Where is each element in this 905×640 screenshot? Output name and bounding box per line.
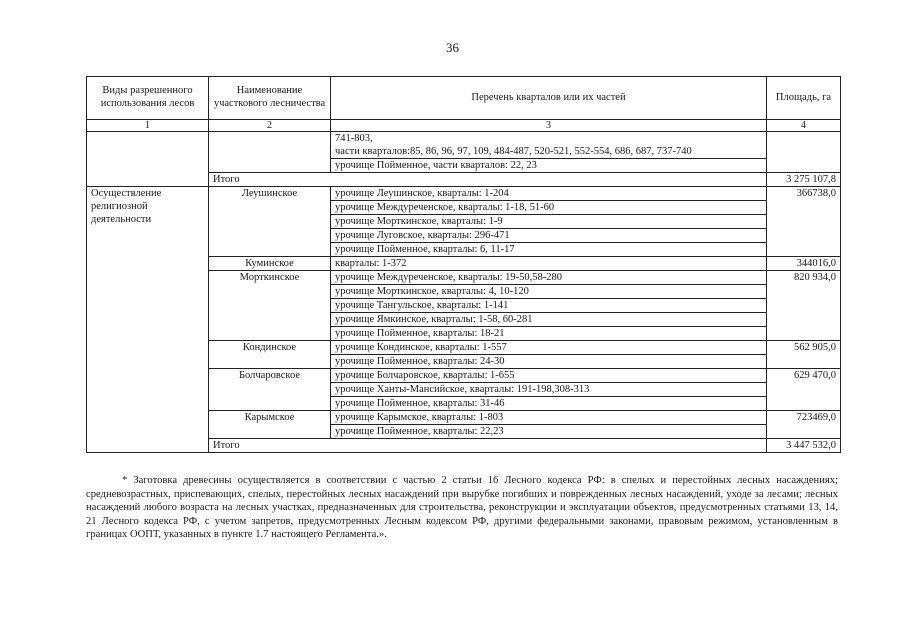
area-value: 562 905,0 <box>767 341 841 369</box>
forestry-name: Морткинское <box>209 271 331 341</box>
quarters-cell: урочище Пойменное, части кварталов: 22, 23 <box>331 159 767 173</box>
total-label: Итого <box>209 439 767 453</box>
usage-type-cell: Осуществление религиозной деятельности <box>87 187 209 453</box>
header-quarters-list: Перечень кварталов или их частей <box>331 77 767 120</box>
quarters-cell: урочище Пойменное, кварталы: 31-46 <box>331 397 767 411</box>
quarters-cell: урочище Карымское, кварталы: 1-803 <box>331 411 767 425</box>
forestry-name: Куминское <box>209 257 331 271</box>
total-label: Итого <box>209 173 767 187</box>
quarters-cell: урочище Ханты-Мансийское, кварталы: 191-198,308-313 <box>331 383 767 397</box>
quarters-cell: урочище Пойменное, кварталы: 24-30 <box>331 355 767 369</box>
quarters-cell: урочище Леушинское, кварталы: 1-204 <box>331 187 767 201</box>
quarters-cell: урочище Пойменное, кварталы: 6, 11-17 <box>331 243 767 257</box>
table-row <box>87 187 841 201</box>
quarters-text: части кварталов:85, 86, 96, 97, 109, 484-487, 520-521, 552-554, 686, 687, 737-740 <box>335 146 692 157</box>
quarters-cell: урочище Луговское, кварталы: 296-471 <box>331 229 767 243</box>
forest-use-table <box>86 76 841 453</box>
column-number: 3 <box>331 120 767 132</box>
quarters-cell: урочище Междуреченское, кварталы: 1-18, 51-60 <box>331 201 767 215</box>
quarters-cell: урочище Морткинское, кварталы: 4, 10-120 <box>331 285 767 299</box>
area-value: 820 934,0 <box>767 271 841 341</box>
area-value: 723469,0 <box>767 411 841 439</box>
area-value: 366738,0 <box>767 187 841 257</box>
forestry-name: Карымское <box>209 411 331 439</box>
header-area: Площадь, га <box>767 77 841 120</box>
table-header-row <box>87 77 841 120</box>
quarters-cell: урочище Ямкинское, кварталы: 1-58, 60-281 <box>331 313 767 327</box>
header-usage-type: Виды разрешенного использования лесов <box>87 77 209 120</box>
area-value: 629 470,0 <box>767 369 841 411</box>
quarters-cell <box>331 132 767 159</box>
forestry-name: Кондинское <box>209 341 331 369</box>
usage-cell-continued <box>87 132 209 187</box>
quarters-cell: кварталы: 1-372 <box>331 257 767 271</box>
quarters-cell: урочище Междуреченское, кварталы: 19-50,58-280 <box>331 271 767 285</box>
forestry-name: Болчаровское <box>209 369 331 411</box>
quarters-cell: урочище Пойменное, кварталы: 22,23 <box>331 425 767 439</box>
quarters-cell: урочище Тангульское, кварталы: 1-141 <box>331 299 767 313</box>
quarters-cell: урочище Кондинское, кварталы: 1-557 <box>331 341 767 355</box>
column-number: 1 <box>87 120 209 132</box>
forestry-cell-continued <box>209 132 331 173</box>
quarters-text: 741-803, <box>335 133 373 144</box>
quarters-cell: урочище Морткинское, кварталы: 1-9 <box>331 215 767 229</box>
footnote <box>86 474 838 542</box>
total-value: 3 275 107,8 <box>767 173 841 187</box>
quarters-cell: урочище Пойменное, кварталы: 18-21 <box>331 327 767 341</box>
area-cell-continued <box>767 132 841 173</box>
area-value: 344016,0 <box>767 257 841 271</box>
total-value: 3 447 532,0 <box>767 439 841 453</box>
column-numbers-row <box>87 120 841 132</box>
quarters-cell: урочище Болчаровское, кварталы: 1-655 <box>331 369 767 383</box>
header-forestry-name: Наименование участкового лесничества <box>209 77 331 120</box>
column-number: 2 <box>209 120 331 132</box>
column-number: 4 <box>767 120 841 132</box>
page-number: 36 <box>446 40 459 55</box>
footnote-text: * Заготовка древесины осуществляется в соответствии с частью 2 статьи 16 Лесного кодекса РФ: в спелых и перестойных лесных насаждениях; средневозрастных, приспевающих, спелых, перестойных лесных насаждений при вырубке погибших и поврежденных лесных насаждений, уходе за лесами; лесных насаждений любого возраста на лесных участках, предназначенных для строительства, реконструкции и эксплуатации объектов, предусмотренных статьями 13, 14, 21 Лесного кодекса РФ, с учетом запретов, предусмотренных Лесным кодексом РФ, другими федеральными законами, правовым режимом, установленным в границах ООПТ, указанных в пункте 1.7 настоящего Регламента.». <box>86 475 838 540</box>
forestry-name: Леушинское <box>209 187 331 257</box>
